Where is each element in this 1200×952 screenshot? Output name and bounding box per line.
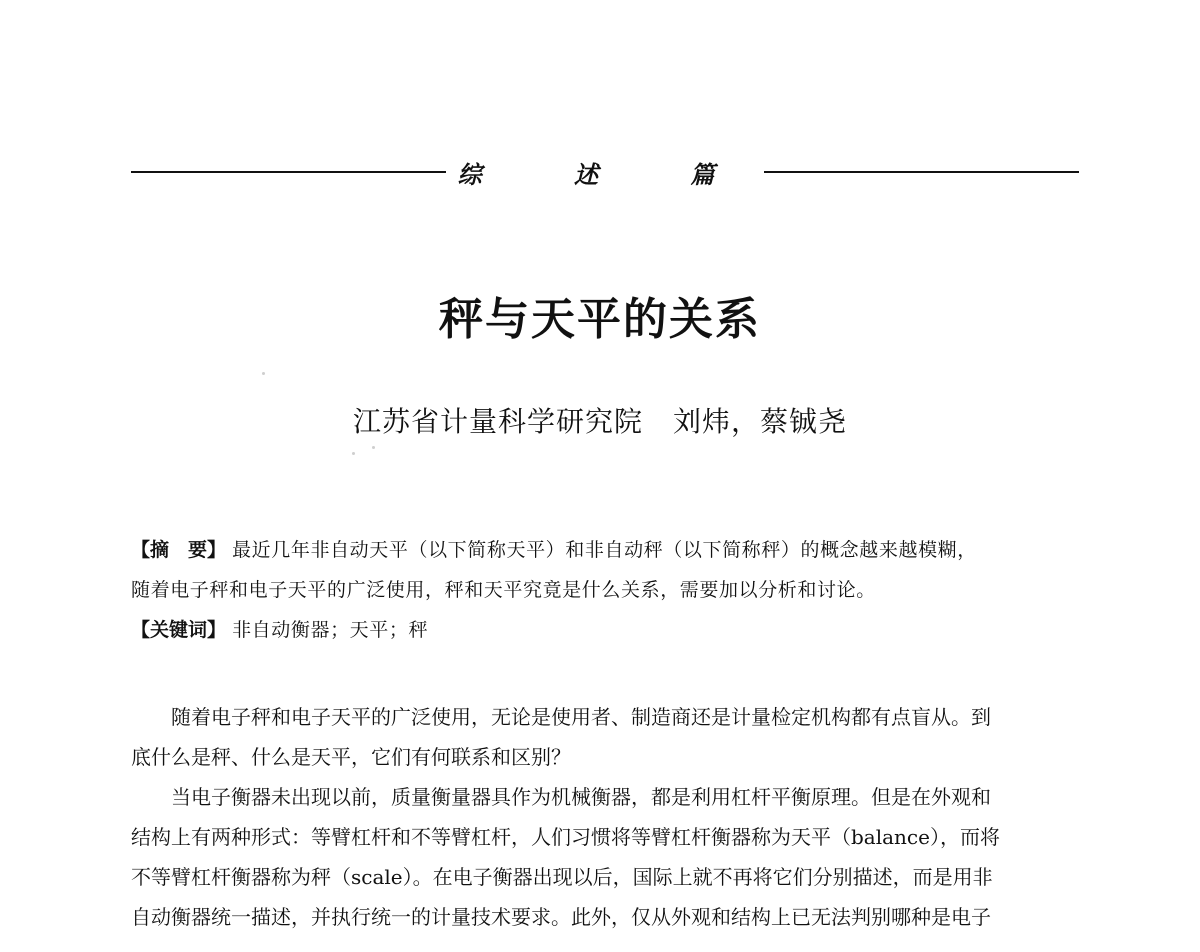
section-header bbox=[131, 155, 1079, 189]
abstract-line-2 bbox=[131, 570, 1081, 610]
abstract-line-1 bbox=[131, 530, 1081, 570]
keywords-line bbox=[131, 610, 1081, 650]
abstract-block bbox=[131, 530, 1081, 650]
body-line: 自动衡器统一描述，并执行统一的计量技术要求。此外，仅从外观和结构上已无法判别哪种是电子 bbox=[131, 905, 991, 929]
section-label: 综 述 篇 bbox=[457, 159, 757, 189]
body-line: 当电子衡器未出现以前，质量衡量器具作为机械衡器，都是利用杠杆平衡原理。但是在外观和 bbox=[171, 785, 991, 809]
scan-speck bbox=[372, 446, 375, 449]
abstract-text-2: 随着电子秤和电子天平的广泛使用，秤和天平究竟是什么关系，需要加以分析和讨论。 bbox=[131, 579, 876, 601]
author-institution: 江苏省计量科学研究院 bbox=[352, 405, 643, 438]
author-line bbox=[0, 400, 1200, 440]
scan-speck bbox=[352, 452, 355, 455]
body-line: 不等臂杠杆衡器称为秤（scale）。在电子衡器出现以后，国际上就不再将它们分别描述，而是用非 bbox=[131, 865, 993, 889]
abstract-text-1: 最近几年非自动天平（以下简称天平）和非自动秤（以下简称秤）的概念越来越模糊， bbox=[232, 539, 977, 561]
section-rule-right bbox=[764, 171, 1079, 173]
keywords-label: 【关键词】 bbox=[131, 619, 227, 641]
section-rule-left bbox=[131, 171, 446, 173]
abstract-label: 【摘 要】 bbox=[131, 539, 227, 561]
author-names: 刘炜，蔡铖尧 bbox=[673, 405, 848, 438]
keywords-text: 非自动衡器；天平；秤 bbox=[232, 619, 429, 641]
body-line: 底什么是秤、什么是天平，它们有何联系和区别？ bbox=[131, 745, 571, 769]
body-line: 结构上有两种形式：等臂杠杆和不等臂杠杆，人们习惯将等臂杠杆衡器称为天平（balance），而将 bbox=[131, 825, 1000, 849]
scan-speck bbox=[262, 372, 265, 375]
body-text bbox=[131, 697, 1081, 937]
paper-title: 秤与天平的关系 bbox=[439, 294, 761, 345]
body-line: 随着电子秤和电子天平的广泛使用，无论是使用者、制造商还是计量检定机构都有点盲从。到 bbox=[171, 705, 991, 729]
